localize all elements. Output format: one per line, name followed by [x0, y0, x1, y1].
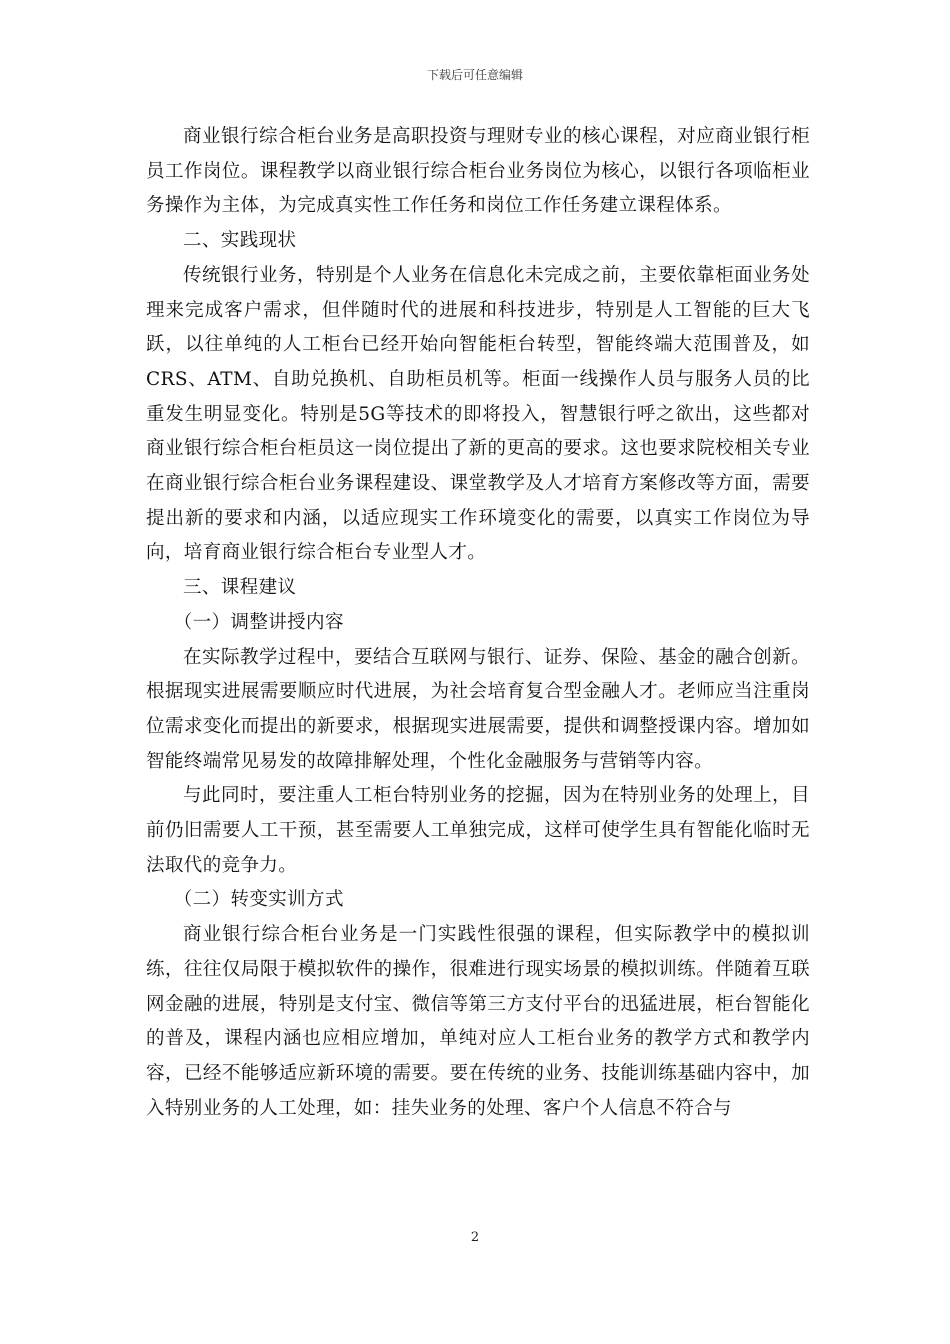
subheading-adjust-content: （一）调整讲授内容	[173, 611, 344, 633]
subheading-training-method: （二）转变实训方式	[173, 889, 344, 911]
heading-practice-status: 二、实践现状	[183, 230, 297, 252]
heading-course-suggestions: 三、课程建议	[183, 577, 297, 599]
paragraph-special-business: 与此同时，要注重人工柜台特别业务的挖掘，因为在特别业务的处理上，目前仍旧需要人工干预，甚至需要人工单独完成，这样可使学生具有智能化临时无法取代的竞争力。	[146, 785, 810, 876]
page-header-note: 下载后可任意编辑	[426, 68, 523, 82]
paragraph-adjust-content: 在实际教学过程中，要结合互联网与银行、证券、保险、基金的融合创新。根据现实进展需要顺应时代进展，为社会培育复合型金融人才。老师应当注重岗位需求变化而提出的新要求，根据现实进展需要，提供和调整授课内容。增加如智能终端常见易发的故障排解处理，个性化金融服务与营销等内容。	[146, 646, 810, 772]
document-body	[146, 120, 810, 1126]
paragraph-practice-status: 传统银行业务，特别是个人业务在信息化未完成之前，主要依靠柜面业务处理来完成客户需求，但伴随时代的进展和科技进步，特别是人工智能的巨大飞跃，以往单纯的人工柜台已经开始向智能柜台转型，智能终端大范围普及，如CRS、ATM、自助兑换机、自助柜员机等。柜面一线操作人员与服务人员的比重发生明显变化。特别是5G等技术的即将投入，智慧银行呼之欲出，这些都对商业银行综合柜台柜员这一岗位提出了新的更高的要求。这也要求院校相关专业在商业银行综合柜台业务课程建设、课堂教学及人才培育方案修改等方面，需要提出新的要求和内涵，以适应现实工作环境变化的需要，以真实工作岗位为导向，培育商业银行综合柜台专业型人才。	[146, 264, 810, 564]
page-number: 2	[470, 1230, 480, 1245]
paragraph-training-method: 商业银行综合柜台业务是一门实践性很强的课程，但实际教学中的模拟训练，往往仅局限于模拟软件的操作，很难进行现实场景的模拟训练。伴随着互联网金融的进展，特别是支付宝、微信等第三方支付平台的迅猛进展，柜台智能化的普及，课程内涵也应相应增加，单纯对应人工柜台业务的教学方式和教学内容，已经不能够适应新环境的需要。要在传统的业务、技能训练基础内容中，加入特别业务的人工处理，如：挂失业务的处理、客户个人信息不符合与	[146, 924, 810, 1119]
paragraph-course-intro: 商业银行综合柜台业务是高职投资与理财专业的核心课程，对应商业银行柜员工作岗位。课程教学以商业银行综合柜台业务岗位为核心，以银行各项临柜业务操作为主体，为完成真实性工作任务和岗位工作任务建立课程体系。	[146, 126, 810, 217]
